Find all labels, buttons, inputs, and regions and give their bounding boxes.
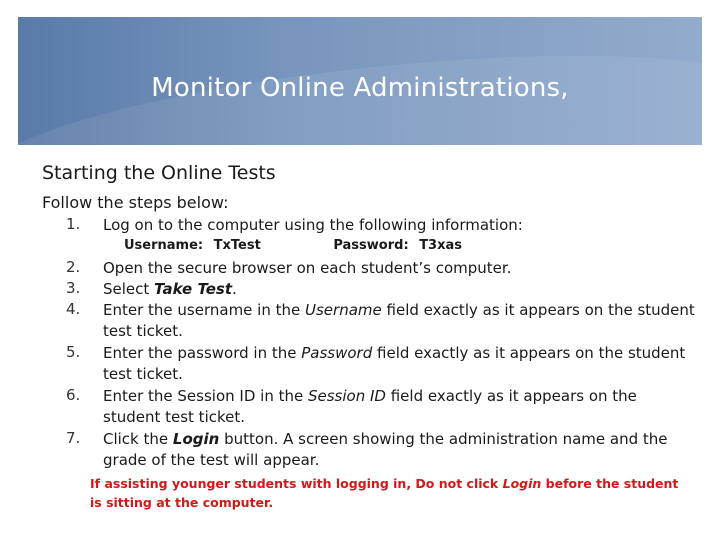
warning-note: If assisting younger students with logging in, Do not click Login before the student is sitting at the computer. [90, 476, 679, 510]
step-text: Click the Login button. A screen showing the administration name and the grade of the test will appear. [103, 430, 668, 469]
step-text: Enter the username in the Username field exactly as it appears on the student test ticket. [103, 301, 695, 340]
step-number: 6. [66, 386, 81, 404]
step-number: 2. [66, 258, 81, 276]
step-number: 3. [66, 279, 81, 297]
step-number: 7. [66, 429, 81, 447]
username-label: Username: [124, 238, 204, 253]
take-test-emphasis: Take Test [154, 280, 233, 298]
step-text: Enter the Session ID in the Session ID field exactly as it appears on the student test ticket. [103, 387, 637, 426]
step-text: Log on to the computer using the following information: [103, 216, 523, 234]
session-id-emphasis: Session ID [307, 387, 386, 405]
password-value: T3xas [419, 238, 462, 253]
step-number: 1. [66, 215, 81, 233]
username-emphasis: Username [305, 301, 382, 319]
section-title: Starting the Online Tests [42, 162, 276, 184]
page-title: Monitor Online Administrations, [151, 73, 569, 103]
step-text: Open the secure browser on each student’s computer. [103, 259, 512, 277]
password-emphasis: Password [301, 344, 373, 362]
password-label: Password: [333, 238, 409, 253]
step-number: 4. [66, 300, 81, 318]
login-emphasis: Login [172, 430, 220, 448]
intro-text: Follow the steps below: [42, 193, 229, 212]
note-login-emphasis: Login [502, 476, 542, 491]
title-banner [18, 17, 702, 145]
username-value: TxTest [213, 238, 261, 253]
credentials [124, 238, 462, 253]
step-number: 5. [66, 343, 81, 361]
step-text: Select Take Test. [103, 280, 237, 298]
step-text: Enter the password in the Password field exactly as it appears on the student test ticket. [103, 344, 686, 383]
